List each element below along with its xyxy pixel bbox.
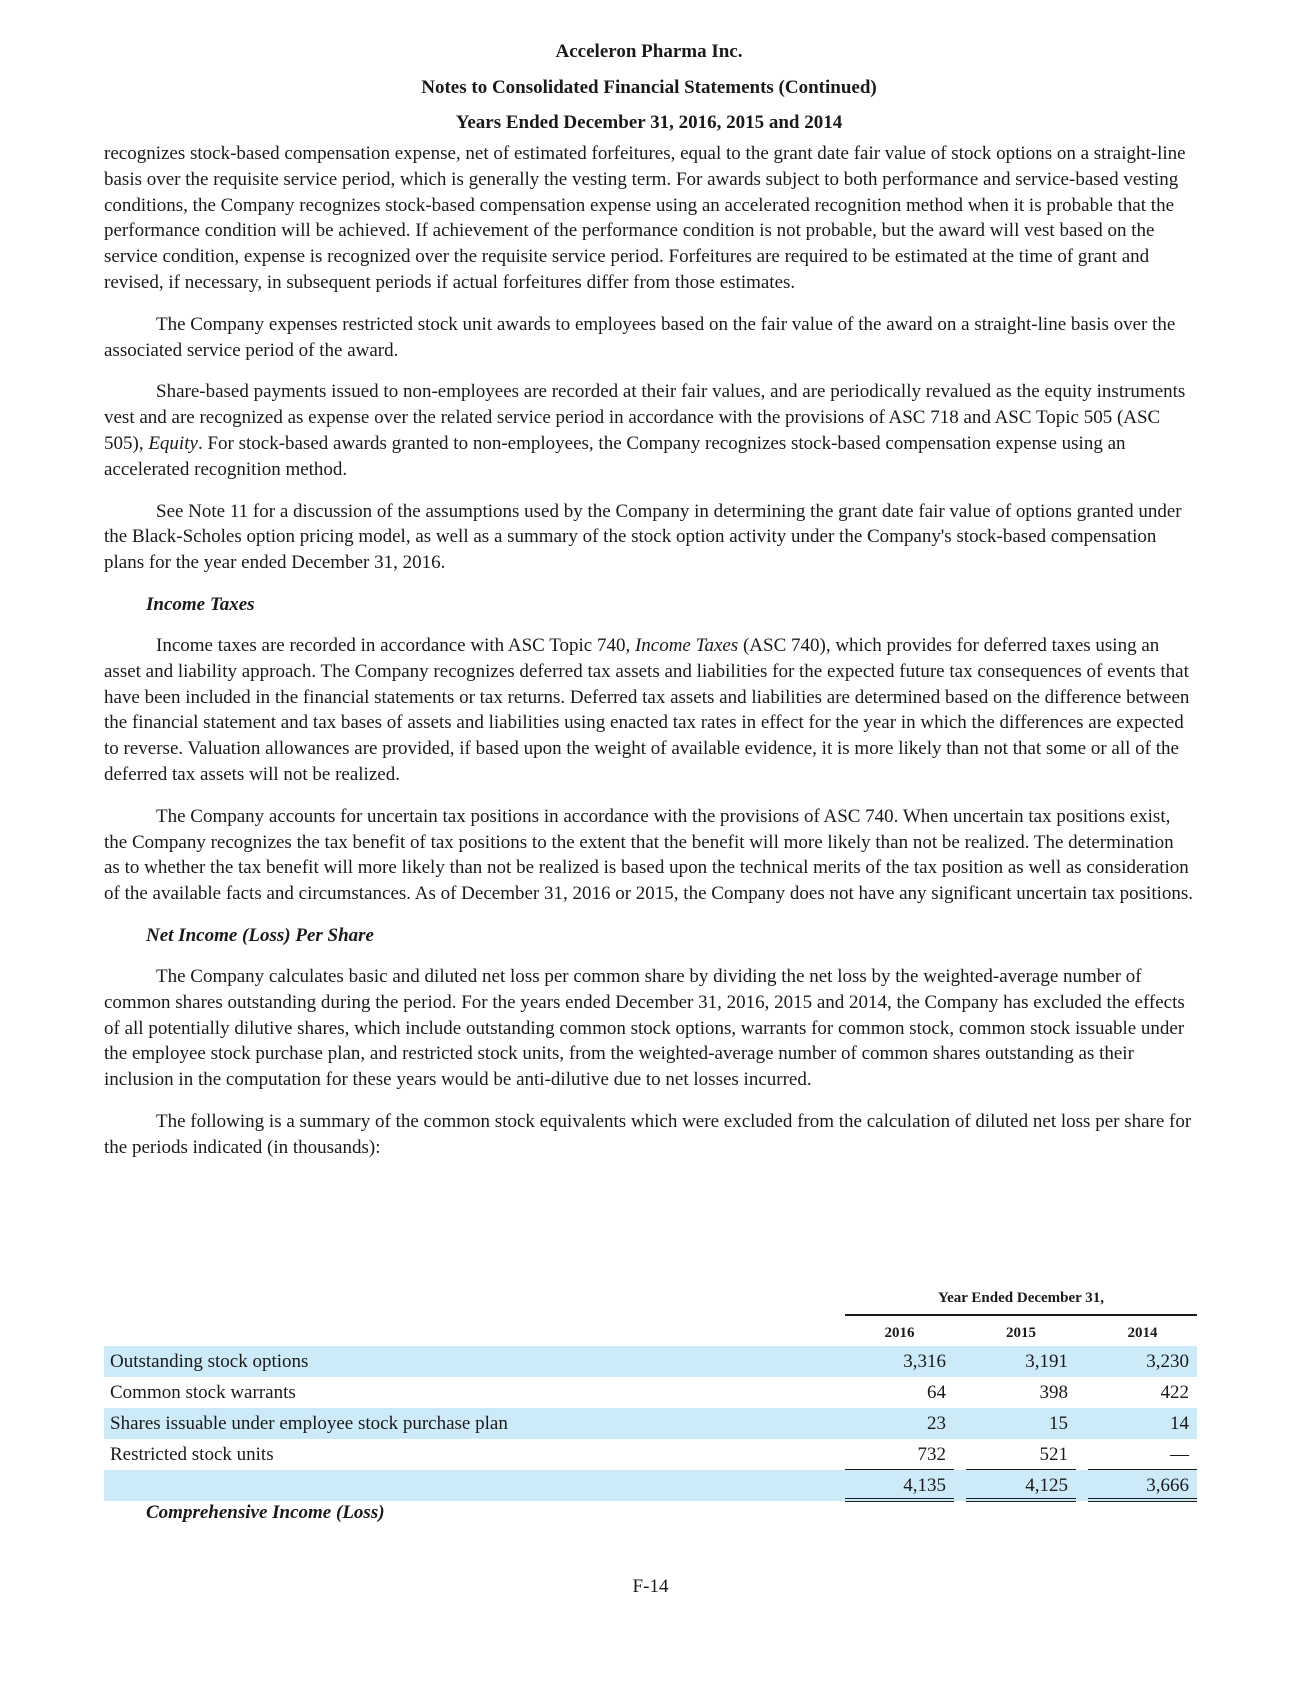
total-cell: 3,666 (1088, 1470, 1197, 1502)
text-run: . For stock-based awards granted to non-employees, the Company recognizes stock-based compensation expense using an accelerated recognition method. (104, 432, 1126, 480)
row-label: Shares issuable under employee stock purchase plan (110, 1413, 508, 1434)
paragraph-non-employee-payments (104, 379, 1194, 482)
row-label: Outstanding stock options (110, 1351, 309, 1372)
table-cell: 732 (845, 1439, 954, 1470)
paragraph-stock-comp-continued: recognizes stock-based compensation expense, net of estimated forfeitures, equal to the grant date fair value of stock options on a straight-line basis over the requisite service period, which is generally the vesting term. For awards subject to both performance and service-based vesting conditions, the Company recognizes stock-based compensation expense using an accelerated recognition method when it is probable that the performance condition will be achieved. If achievement of the performance condition is not probable, but the award will vest based on the service condition, expense is recognized over the requisite service period. Forfeitures are required to be estimated at the time of grant and revised, if necessary, in subsequent periods if actual forfeitures differ from those estimates. (104, 143, 1186, 293)
document-page (104, 40, 1194, 1177)
table-cell: 3,230 (1146, 1351, 1189, 1372)
section-heading-comprehensive-income: Comprehensive Income (Loss) (146, 1502, 385, 1523)
row-label: Common stock warrants (110, 1382, 296, 1403)
table-row (104, 1408, 1197, 1439)
paragraph-uncertain-tax: The Company accounts for uncertain tax positions in accordance with the provisions of ASC 740. When uncertain tax positions exist, the Company recognizes the tax benefit of tax positions to the extent that the benefit will more likely than not be realized. The determination as to whether the tax benefit will more likely than not be realized is based upon the technical merits of the tax position as well as consideration of the available facts and circumstances. As of December 31, 2016 or 2015, the Company does not have any significant uncertain tax positions. (104, 805, 1194, 905)
row-label: Restricted stock units (110, 1444, 274, 1465)
table-cell: 64 (927, 1382, 946, 1403)
total-cell: 4,135 (845, 1470, 954, 1502)
table-cell: 422 (1160, 1382, 1189, 1403)
table-group-header: Year Ended December 31, (845, 1288, 1197, 1316)
section-heading-net-income: Net Income (Loss) Per Share (146, 924, 374, 946)
section-heading-income-taxes: Income Taxes (146, 593, 255, 615)
text-run: (ASC 740), which provides for deferred taxes using an asset and liability approach. The Company recognizes deferred tax assets and liabilities for the expected future tax consequences of events that have been included in the financial statements or tax returns. Deferred tax assets and liabilities are determined based on the difference between the financial statement and tax bases of assets and liabilities using enacted tax rates in effect for the year in which the differences are expected to reverse. Valuation allowances are provided, if based upon the weight of available evidence, it is more likely than not that some or all of the deferred tax assets will not be realized. (104, 634, 1190, 785)
column-header-year: 2016 (845, 1324, 954, 1348)
document-period: Years Ended December 31, 2016, 2015 and 2014 (455, 112, 843, 133)
table-cell: 23 (927, 1413, 946, 1434)
table-cell: 3,191 (1025, 1351, 1068, 1372)
table-row (104, 1439, 1197, 1470)
table-cell: 14 (1170, 1413, 1189, 1434)
table-cell: 521 (966, 1439, 1076, 1470)
document-title: Notes to Consolidated Financial Statements (Continued) (421, 77, 877, 98)
table-total-row (104, 1470, 1197, 1501)
total-cell: 4,125 (966, 1470, 1076, 1502)
table-header (104, 1288, 1197, 1346)
column-header-year: 2015 (966, 1324, 1076, 1348)
paragraph-note-11-reference: See Note 11 for a discussion of the assumptions used by the Company in determining the grant date fair value of options granted under the Black-Scholes option pricing model, as well as a summary of the stock option activity under the Company's stock-based compensation plans for the year ended December 31, 2016. (104, 500, 1182, 574)
common-stock-equivalents-table (104, 1288, 1197, 1501)
paragraph-rsu-expense: The Company expenses restricted stock unit awards to employees based on the fair value of the award on a straight-line basis over the associated service period of the award. (104, 313, 1176, 361)
italic-term: Income Taxes (634, 634, 739, 656)
table-cell: 3,316 (903, 1351, 946, 1372)
table-cell: 398 (1039, 1382, 1068, 1403)
text-run: Income taxes are recorded in accordance with ASC Topic 740, (156, 634, 635, 656)
company-name: Acceleron Pharma Inc. (555, 41, 743, 62)
column-header-year: 2014 (1088, 1324, 1197, 1348)
table-row (104, 1346, 1197, 1377)
page-number: F-14 (632, 1576, 669, 1597)
paragraph-summary-intro: The following is a summary of the common stock equivalents which were excluded from the calculation of diluted net loss per share for the periods indicated (in thousands): (104, 1110, 1192, 1158)
table-cell: — (1088, 1439, 1197, 1470)
table-cell: 15 (1049, 1413, 1068, 1434)
paragraph-income-taxes (104, 633, 1194, 788)
paragraph-net-loss-calc: The Company calculates basic and diluted net loss per common share by dividing the net loss by the weighted-average number of common shares outstanding during the period. For the years ended December 31, 2016, 2015 and 2014, the Company has excluded the effects of all potentially dilutive shares, which include outstanding common stock options, warrants for common stock, common stock issuable under the employee stock purchase plan, and restricted stock units, from the weighted-average number of common shares outstanding as their inclusion in the computation for these years would be anti-dilutive due to net losses incurred. (104, 965, 1185, 1091)
table-row (104, 1377, 1197, 1408)
text-run: Share-based payments issued to non-employees are recorded at their fair values, and are periodically revalued as the equity instruments vest and are recognized as expense over the related service period in accordance with the provisions of ASC 718 and ASC Topic 505 (ASC 505), (104, 381, 1186, 454)
italic-term: Equity (148, 432, 198, 454)
